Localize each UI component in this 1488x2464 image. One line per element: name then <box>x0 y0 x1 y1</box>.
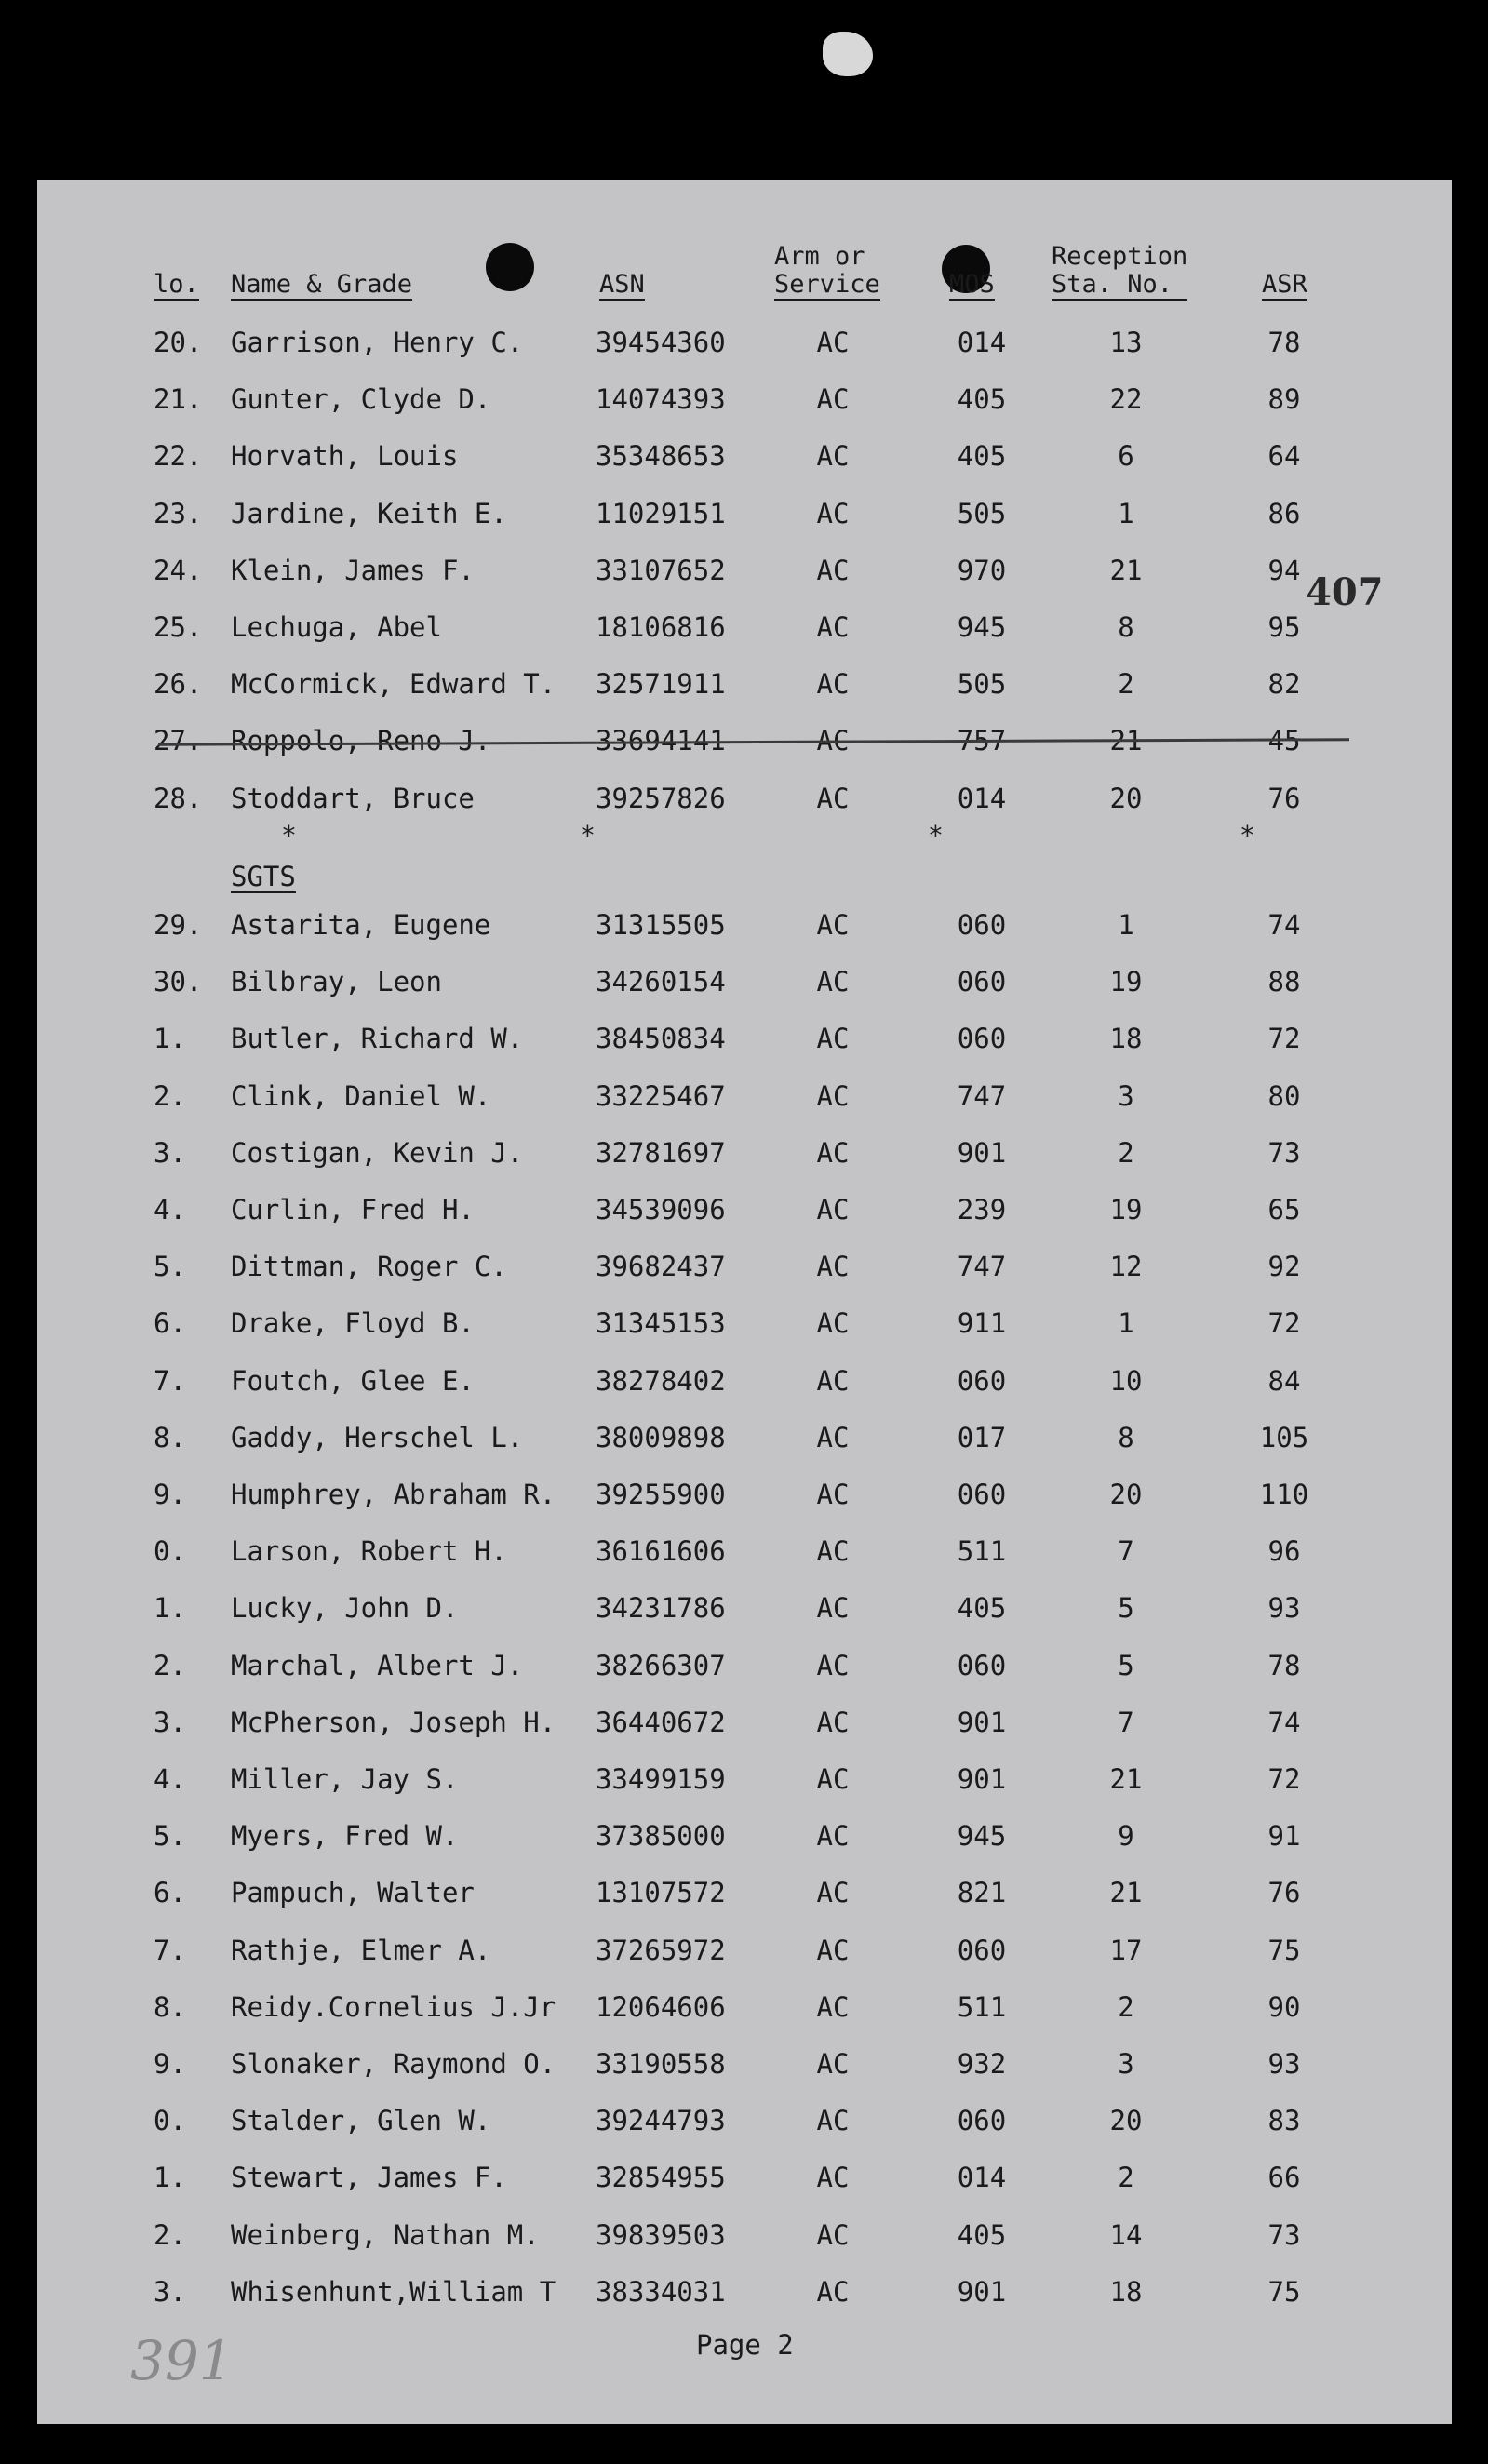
reception-station-cell: 12 <box>1109 1251 1143 1283</box>
name-grade-cell: Curlin, Fred H. <box>231 1194 475 1225</box>
asr-cell: 83 <box>1267 2105 1301 2137</box>
asr-cell: 76 <box>1267 782 1301 814</box>
table-row <box>37 2273 1452 2310</box>
name-grade-cell: Garrison, Henry C. <box>231 327 524 358</box>
table-row <box>37 1874 1452 1911</box>
reception-station-cell: 21 <box>1109 1763 1143 1795</box>
arm-service-cell: AC <box>816 1706 850 1738</box>
mos-cell: 060 <box>957 1479 1007 1510</box>
mos-cell: 901 <box>957 2275 1007 2308</box>
reception-station-cell: 7 <box>1118 1706 1134 1738</box>
table-row <box>37 906 1452 944</box>
table-row <box>37 324 1452 361</box>
name-grade-cell: Stewart, James F. <box>231 2162 507 2194</box>
table-row <box>37 1134 1452 1172</box>
table-row <box>37 1704 1452 1741</box>
row-number-cell: 1. <box>154 1023 186 1055</box>
name-grade-cell: McCormick, Edward T. <box>231 668 556 701</box>
document-page <box>37 180 1452 2424</box>
reception-station-cell: 19 <box>1109 1194 1143 1225</box>
mos-cell: 405 <box>957 1592 1007 1625</box>
row-number-cell: 7. <box>154 1934 186 1966</box>
reception-station-cell: 18 <box>1109 2275 1143 2308</box>
row-number-cell: 26. <box>154 668 203 701</box>
reception-station-cell: 10 <box>1109 1364 1143 1397</box>
page-number: Page 2 <box>696 2329 794 2361</box>
mos-cell: 945 <box>957 611 1007 643</box>
table-row <box>37 1191 1452 1228</box>
reception-station-cell: 2 <box>1118 1136 1134 1169</box>
arm-service-cell: AC <box>816 1592 850 1625</box>
table-row <box>37 2102 1452 2139</box>
mos-cell: 060 <box>957 1934 1007 1966</box>
reception-station-cell: 3 <box>1118 2048 1134 2080</box>
reception-station-cell: 5 <box>1118 1592 1134 1625</box>
name-grade-cell: Clink, Daniel W. <box>231 1079 491 1112</box>
row-number-cell: 20. <box>154 327 203 358</box>
mos-cell: 911 <box>957 1307 1007 1340</box>
table-row <box>37 609 1452 646</box>
arm-service-cell: AC <box>816 1136 850 1169</box>
row-number-cell: 3. <box>154 2275 186 2308</box>
arm-service-cell: AC <box>816 1421 850 1453</box>
mos-cell: 060 <box>957 2105 1007 2137</box>
mos-cell: 014 <box>957 782 1007 814</box>
asn-cell: 39682437 <box>596 1251 726 1283</box>
arm-service-cell: AC <box>816 2275 850 2308</box>
name-grade-cell: McPherson, Joseph H. <box>231 1706 556 1738</box>
asn-cell: 39257826 <box>596 782 726 814</box>
arm-service-cell: AC <box>816 1649 850 1681</box>
asn-cell: 31315505 <box>596 909 726 941</box>
row-number-cell: 6. <box>154 1307 186 1340</box>
name-grade-cell: Humphrey, Abraham R. <box>231 1479 556 1510</box>
mos-cell: 511 <box>957 1990 1007 2023</box>
star-mark: * <box>580 820 596 850</box>
name-grade-cell: Jardine, Keith E. <box>231 497 507 529</box>
row-number-cell: 29. <box>154 909 203 941</box>
asr-cell: 73 <box>1267 1136 1301 1169</box>
star-mark: * <box>281 820 297 850</box>
arm-service-cell: AC <box>816 327 850 358</box>
header-no: lo. <box>154 270 199 299</box>
table-row <box>37 963 1452 1000</box>
name-grade-cell: Weinberg, Nathan M. <box>231 2218 540 2251</box>
reception-station-cell: 19 <box>1109 966 1143 998</box>
name-grade-cell: Whisenhunt,William T <box>231 2275 556 2308</box>
asr-cell: 94 <box>1267 554 1301 586</box>
reception-station-cell: 9 <box>1118 1820 1134 1853</box>
row-number-cell: 0. <box>154 2105 186 2137</box>
asn-cell: 11029151 <box>596 497 726 529</box>
asn-cell: 38334031 <box>596 2275 726 2308</box>
name-grade-cell: Bilbray, Leon <box>231 966 442 998</box>
asn-cell: 38450834 <box>596 1023 726 1055</box>
name-grade-cell: Lechuga, Abel <box>231 611 442 643</box>
arm-service-cell: AC <box>816 2105 850 2137</box>
name-grade-cell: Myers, Fred W. <box>231 1820 459 1853</box>
arm-service-cell: AC <box>816 725 850 757</box>
mos-cell: 932 <box>957 2048 1007 2080</box>
reception-station-cell: 20 <box>1109 1479 1143 1510</box>
asn-cell: 38266307 <box>596 1649 726 1681</box>
arm-service-cell: AC <box>816 1535 850 1568</box>
name-grade-cell: Roppolo, Reno J. <box>231 725 491 757</box>
asn-cell: 31345153 <box>596 1307 726 1340</box>
table-row <box>37 1932 1452 1969</box>
header-name-grade: Name & Grade <box>231 270 413 299</box>
asr-cell: 92 <box>1267 1251 1301 1283</box>
asr-cell: 110 <box>1259 1479 1309 1510</box>
arm-service-cell: AC <box>816 1364 850 1397</box>
name-grade-cell: Astarita, Eugene <box>231 909 491 941</box>
arm-service-cell: AC <box>816 1479 850 1510</box>
arm-service-cell: AC <box>816 782 850 814</box>
mos-cell: 239 <box>957 1194 1007 1225</box>
table-row <box>37 2159 1452 2196</box>
asn-cell: 36161606 <box>596 1535 726 1568</box>
marginal-number: 407 <box>1306 570 1384 614</box>
asn-cell: 39255900 <box>596 1479 726 1510</box>
asn-cell: 14074393 <box>596 383 726 416</box>
reception-station-cell: 2 <box>1118 1990 1134 2023</box>
row-number-cell: 25. <box>154 611 203 643</box>
mos-cell: 821 <box>957 1877 1007 1909</box>
row-number-cell: 1. <box>154 2162 186 2194</box>
row-number-cell: 7. <box>154 1364 186 1397</box>
header-asn: ASN <box>599 270 645 299</box>
name-grade-cell: Gunter, Clyde D. <box>231 383 491 416</box>
arm-service-cell: AC <box>816 440 850 473</box>
reception-station-cell: 6 <box>1118 440 1134 473</box>
row-number-cell: 0. <box>154 1535 186 1568</box>
asr-cell: 93 <box>1267 1592 1301 1625</box>
asr-cell: 91 <box>1267 1820 1301 1853</box>
mos-cell: 757 <box>957 725 1007 757</box>
arm-service-cell: AC <box>816 1820 850 1853</box>
arm-service-cell: AC <box>816 2048 850 2080</box>
asn-cell: 39244793 <box>596 2105 726 2137</box>
asr-cell: 66 <box>1267 2162 1301 2194</box>
reception-station-cell: 5 <box>1118 1649 1134 1681</box>
row-number-cell: 23. <box>154 497 203 529</box>
name-grade-cell: Larson, Robert H. <box>231 1535 507 1568</box>
name-grade-cell: Marchal, Albert J. <box>231 1649 524 1681</box>
asr-cell: 95 <box>1267 611 1301 643</box>
name-grade-cell: Lucky, John D. <box>231 1592 459 1625</box>
asn-cell: 35348653 <box>596 440 726 473</box>
asr-cell: 72 <box>1267 1307 1301 1340</box>
arm-service-cell: AC <box>816 497 850 529</box>
asr-cell: 88 <box>1267 966 1301 998</box>
asr-cell: 80 <box>1267 1079 1301 1112</box>
table-row <box>37 1533 1452 1570</box>
table-row <box>37 1817 1452 1855</box>
asn-cell: 12064606 <box>596 1990 726 2023</box>
arm-service-cell: AC <box>816 1194 850 1225</box>
name-grade-cell: Dittman, Roger C. <box>231 1251 507 1283</box>
asn-cell: 32854955 <box>596 2162 726 2194</box>
section-label-sgts: SGTS <box>231 861 296 892</box>
table-row <box>37 381 1452 418</box>
name-grade-cell: Gaddy, Herschel L. <box>231 1421 524 1453</box>
arm-service-cell: AC <box>816 1307 850 1340</box>
row-number-cell: 2. <box>154 1649 186 1681</box>
row-number-cell: 9. <box>154 2048 186 2080</box>
name-grade-cell: Klein, James F. <box>231 554 475 586</box>
asr-cell: 84 <box>1267 1364 1301 1397</box>
name-grade-cell: Horvath, Louis <box>231 440 459 473</box>
asn-cell: 33190558 <box>596 2048 726 2080</box>
row-number-cell: 5. <box>154 1251 186 1283</box>
asr-cell: 75 <box>1267 2275 1301 2308</box>
table-row <box>37 1419 1452 1456</box>
reception-station-cell: 17 <box>1109 1934 1143 1966</box>
asr-cell: 72 <box>1267 1763 1301 1795</box>
name-grade-cell: Rathje, Elmer A. <box>231 1934 491 1966</box>
asn-cell: 18106816 <box>596 611 726 643</box>
reception-station-cell: 8 <box>1118 611 1134 643</box>
arm-service-cell: AC <box>816 2162 850 2194</box>
asn-cell: 32571911 <box>596 668 726 701</box>
table-row <box>37 1647 1452 1684</box>
reception-station-cell: 7 <box>1118 1535 1134 1568</box>
name-grade-cell: Miller, Jay S. <box>231 1763 459 1795</box>
reception-station-cell: 21 <box>1109 554 1143 586</box>
arm-service-cell: AC <box>816 909 850 941</box>
asn-cell: 37265972 <box>596 1934 726 1966</box>
reception-station-cell: 8 <box>1118 1421 1134 1453</box>
punch-hole-left <box>486 243 534 291</box>
row-number-cell: 9. <box>154 1479 186 1510</box>
row-number-cell: 4. <box>154 1194 186 1225</box>
reception-station-cell: 18 <box>1109 1023 1143 1055</box>
asr-cell: 73 <box>1267 2218 1301 2251</box>
name-grade-cell: Reidy.Cornelius J.Jr <box>231 1990 556 2023</box>
arm-service-cell: AC <box>816 1934 850 1966</box>
row-number-cell: 5. <box>154 1820 186 1853</box>
asr-cell: 93 <box>1267 2048 1301 2080</box>
star-mark: * <box>928 820 944 850</box>
row-number-cell: 4. <box>154 1763 186 1795</box>
mos-cell: 747 <box>957 1079 1007 1112</box>
asn-cell: 13107572 <box>596 1877 726 1909</box>
asr-cell: 74 <box>1267 909 1301 941</box>
asr-cell: 65 <box>1267 1194 1301 1225</box>
arm-service-cell: AC <box>816 966 850 998</box>
arm-service-cell: AC <box>816 2218 850 2251</box>
arm-service-cell: AC <box>816 1251 850 1283</box>
asr-cell: 78 <box>1267 327 1301 358</box>
name-grade-cell: Butler, Richard W. <box>231 1023 524 1055</box>
handwritten-note: 391 <box>130 2329 234 2392</box>
reception-station-cell: 1 <box>1118 497 1134 529</box>
mos-cell: 060 <box>957 909 1007 941</box>
name-grade-cell: Stoddart, Bruce <box>231 782 475 814</box>
name-grade-cell: Stalder, Glen W. <box>231 2105 491 2137</box>
reception-station-cell: 22 <box>1109 383 1143 416</box>
mos-cell: 970 <box>957 554 1007 586</box>
mos-cell: 511 <box>957 1535 1007 1568</box>
arm-service-cell: AC <box>816 611 850 643</box>
row-number-cell: 8. <box>154 1421 186 1453</box>
asn-cell: 38009898 <box>596 1421 726 1453</box>
header-mos: MOS <box>949 270 995 299</box>
arm-service-cell: AC <box>816 1079 850 1112</box>
table-row <box>37 665 1452 703</box>
mos-cell: 014 <box>957 327 1007 358</box>
arm-service-cell: AC <box>816 1023 850 1055</box>
asr-cell: 86 <box>1267 497 1301 529</box>
reception-station-cell: 2 <box>1118 668 1134 701</box>
arm-service-cell: AC <box>816 1990 850 2023</box>
reception-station-cell: 21 <box>1109 725 1143 757</box>
mos-cell: 405 <box>957 383 1007 416</box>
table-row <box>37 1020 1452 1057</box>
mos-cell: 060 <box>957 1023 1007 1055</box>
row-number-cell: 2. <box>154 2218 186 2251</box>
mos-cell: 017 <box>957 1421 1007 1453</box>
name-grade-cell: Pampuch, Walter <box>231 1877 475 1909</box>
table-row <box>37 437 1452 475</box>
asr-cell: 75 <box>1267 1934 1301 1966</box>
row-number-cell: 8. <box>154 1990 186 2023</box>
asr-cell: 89 <box>1267 383 1301 416</box>
mos-cell: 901 <box>957 1136 1007 1169</box>
asn-cell: 33107652 <box>596 554 726 586</box>
table-row <box>37 1248 1452 1285</box>
table-row <box>37 722 1452 759</box>
table-row <box>37 1761 1452 1798</box>
mos-cell: 747 <box>957 1251 1007 1283</box>
reception-station-cell: 1 <box>1118 909 1134 941</box>
asn-cell: 34231786 <box>596 1592 726 1625</box>
mos-cell: 060 <box>957 966 1007 998</box>
arm-service-cell: AC <box>816 668 850 701</box>
asn-cell: 37385000 <box>596 1820 726 1853</box>
asr-cell: 76 <box>1267 1877 1301 1909</box>
reception-station-cell: 21 <box>1109 1877 1143 1909</box>
asn-cell: 38278402 <box>596 1364 726 1397</box>
arm-service-cell: AC <box>816 1877 850 1909</box>
table-row <box>37 2045 1452 2082</box>
asn-cell: 33694141 <box>596 725 726 757</box>
table-row <box>37 1305 1452 1342</box>
row-number-cell: 27. <box>154 725 203 757</box>
mos-cell: 014 <box>957 2162 1007 2194</box>
row-number-cell: 24. <box>154 554 203 586</box>
asr-cell: 82 <box>1267 668 1301 701</box>
asn-cell: 33225467 <box>596 1079 726 1112</box>
table-row <box>37 780 1452 817</box>
asr-cell: 90 <box>1267 1990 1301 2023</box>
row-number-cell: 1. <box>154 1592 186 1625</box>
reception-station-cell: 3 <box>1118 1079 1134 1112</box>
asn-cell: 34260154 <box>596 966 726 998</box>
name-grade-cell: Costigan, Kevin J. <box>231 1136 524 1169</box>
arm-service-cell: AC <box>816 1763 850 1795</box>
row-number-cell: 21. <box>154 383 203 416</box>
row-number-cell: 3. <box>154 1136 186 1169</box>
reception-station-cell: 13 <box>1109 327 1143 358</box>
mos-cell: 901 <box>957 1706 1007 1738</box>
name-grade-cell: Slonaker, Raymond O. <box>231 2048 556 2080</box>
arm-service-cell: AC <box>816 554 850 586</box>
table-row <box>37 1476 1452 1513</box>
mos-cell: 060 <box>957 1364 1007 1397</box>
mos-cell: 945 <box>957 1820 1007 1853</box>
row-number-cell: 22. <box>154 440 203 473</box>
header-arm-service: Arm or Service <box>774 242 880 299</box>
reception-station-cell: 20 <box>1109 782 1143 814</box>
table-row <box>37 1989 1452 2026</box>
mos-cell: 505 <box>957 668 1007 701</box>
asr-cell: 96 <box>1267 1535 1301 1568</box>
asn-cell: 39839503 <box>596 2218 726 2251</box>
table-row <box>37 1362 1452 1399</box>
table-row <box>37 1078 1452 1115</box>
row-number-cell: 2. <box>154 1079 186 1112</box>
table-row <box>37 1589 1452 1627</box>
asn-cell: 33499159 <box>596 1763 726 1795</box>
star-mark: * <box>1240 820 1255 850</box>
row-number-cell: 30. <box>154 966 203 998</box>
row-number-cell: 3. <box>154 1706 186 1738</box>
row-number-cell: 28. <box>154 782 203 814</box>
table-row <box>37 2216 1452 2254</box>
asn-cell: 39454360 <box>596 327 726 358</box>
mos-cell: 901 <box>957 1763 1007 1795</box>
asr-cell: 105 <box>1259 1421 1309 1453</box>
reception-station-cell: 14 <box>1109 2218 1143 2251</box>
header-asr: ASR <box>1262 270 1307 299</box>
mos-cell: 060 <box>957 1649 1007 1681</box>
asn-cell: 32781697 <box>596 1136 726 1169</box>
header-reception-station: Reception Sta. No. <box>1052 242 1188 299</box>
asr-cell: 74 <box>1267 1706 1301 1738</box>
table-row <box>37 495 1452 532</box>
asn-cell: 36440672 <box>596 1706 726 1738</box>
name-grade-cell: Drake, Floyd B. <box>231 1307 475 1340</box>
scan-artifact <box>823 32 873 76</box>
reception-station-cell: 1 <box>1118 1307 1134 1340</box>
asr-cell: 64 <box>1267 440 1301 473</box>
reception-station-cell: 20 <box>1109 2105 1143 2137</box>
mos-cell: 405 <box>957 440 1007 473</box>
reception-station-cell: 2 <box>1118 2162 1134 2194</box>
arm-service-cell: AC <box>816 383 850 416</box>
asn-cell: 34539096 <box>596 1194 726 1225</box>
row-number-cell: 6. <box>154 1877 186 1909</box>
asr-cell: 45 <box>1267 725 1301 757</box>
name-grade-cell: Foutch, Glee E. <box>231 1364 475 1397</box>
mos-cell: 405 <box>957 2218 1007 2251</box>
table-row <box>37 552 1452 589</box>
mos-cell: 505 <box>957 497 1007 529</box>
asr-cell: 72 <box>1267 1023 1301 1055</box>
asr-cell: 78 <box>1267 1649 1301 1681</box>
